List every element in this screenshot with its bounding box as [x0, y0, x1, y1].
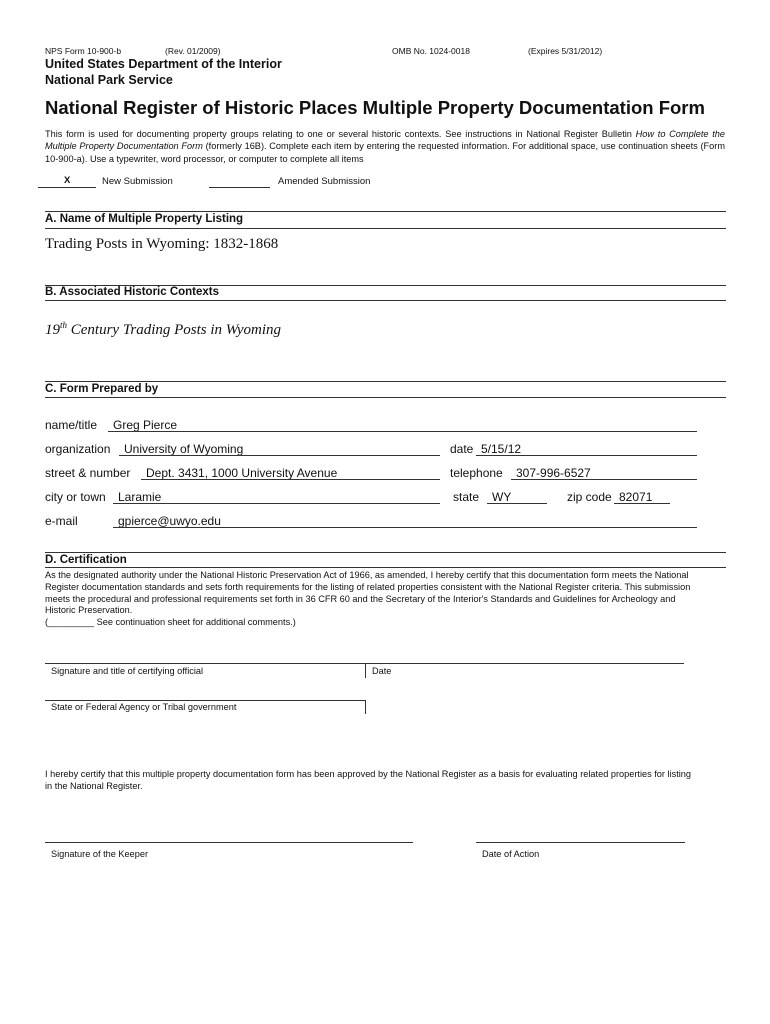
date-label: date [450, 442, 474, 456]
agency-divider [365, 700, 366, 714]
section-c-top-rule [45, 381, 726, 382]
certification-text: As the designated authority under the National Historic Preservation Act of 1966, as amended, I hereby certify that this documentation form meets the National Register documentation standards and sets forth requirements for the listing of related properties consistent with the National Register criteria. This submission meets the procedural and professional requirements set forth in 36 CFR 60 and the Secretary of the Interior's Standards and Guidelines for Archeology and Historic Preservation. [45, 570, 691, 616]
form-number: NPS Form 10-900-b [45, 46, 122, 56]
section-a-heading: A. Name of Multiple Property Listing [45, 213, 244, 225]
email-label: e-mail [45, 514, 78, 528]
section-b-heading: B. Associated Historic Contexts [45, 286, 220, 298]
name-title-label: name/title [45, 418, 98, 432]
state-label: state [453, 490, 480, 504]
date-of-action-label: Date of Action [482, 849, 540, 859]
organization-label: organization [45, 442, 111, 456]
state-field[interactable]: WY [492, 490, 512, 504]
street-label: street & number [45, 466, 131, 480]
department-name: United States Department of the Interior [45, 57, 282, 71]
city-line [113, 503, 440, 504]
form-instructions: This form is used for documenting property groups relating to one or several historic contexts. See instructions in National Register Bulletin How to Complete the Multiple Property Documentation Form (formerly 16B). Complete each item by entering the requested information. For additional space, use continuation sheets (Form 10-900-a). Use a typewriter, word processor, or computer to complete all items [45, 129, 725, 164]
new-submission-label: New Submission [102, 176, 173, 187]
new-submission-line [38, 187, 96, 188]
official-signature-label: Signature and title of certifying official [51, 666, 204, 676]
continuation-note[interactable]: (_________ See continuation sheet for additional comments.) [45, 617, 296, 627]
section-c-bottom-rule [45, 397, 726, 398]
section-d-bottom-rule [45, 567, 726, 568]
city-label: city or town [45, 490, 106, 504]
date-field[interactable]: 5/15/12 [481, 442, 522, 456]
zip-label: zip code [567, 490, 612, 504]
zip-field[interactable]: 82071 [619, 490, 653, 504]
service-name: National Park Service [45, 73, 173, 87]
historic-contexts-field[interactable]: 19th Century Trading Posts in Wyoming [45, 320, 282, 338]
multiple-property-name-field[interactable]: Trading Posts in Wyoming: 1832-1868 [45, 236, 279, 252]
email-field[interactable]: gpierce@uwyo.edu [118, 514, 221, 528]
agency-label: State or Federal Agency or Tribal government [51, 702, 237, 712]
keeper-certification-text: I hereby certify that this multiple property documentation form has been approved by the National Register as a basis for evaluating related properties for listing in the National Register. [45, 769, 692, 791]
signature-divider [365, 664, 366, 678]
zip-line [614, 503, 670, 504]
section-d-heading: D. Certification [45, 554, 127, 566]
keeper-signature-label: Signature of the Keeper [51, 849, 149, 859]
organization-line [119, 455, 440, 456]
form-title: National Register of Historic Places Multiple Property Documentation Form [45, 97, 705, 118]
section-b-bottom-rule [45, 300, 726, 301]
new-submission-mark[interactable]: X [64, 175, 71, 186]
name-title-line [108, 431, 697, 432]
telephone-label: telephone [450, 466, 503, 480]
signature-date-label: Date [372, 666, 392, 676]
street-line [141, 479, 440, 480]
keeper-signature-line [45, 842, 413, 843]
form-revision: (Rev. 01/2009) [165, 46, 221, 56]
state-line [487, 503, 547, 504]
city-field[interactable]: Laramie [118, 490, 162, 504]
section-a-top-rule [45, 211, 726, 212]
omb-number: OMB No. 1024-0018 [392, 46, 470, 56]
street-field[interactable]: Dept. 3431, 1000 University Avenue [146, 466, 338, 480]
agency-line [45, 700, 365, 701]
expiration-date: (Expires 5/31/2012) [528, 46, 603, 56]
section-c-heading: C. Form Prepared by [45, 383, 159, 395]
telephone-field[interactable]: 307-996-6527 [516, 466, 591, 480]
organization-field[interactable]: University of Wyoming [124, 442, 244, 456]
amended-submission-line[interactable] [209, 187, 270, 188]
amended-submission-label: Amended Submission [278, 176, 371, 187]
section-d-top-rule [45, 552, 726, 553]
telephone-line [511, 479, 697, 480]
section-a-bottom-rule [45, 228, 726, 229]
email-line [113, 527, 697, 528]
name-title-field[interactable]: Greg Pierce [113, 418, 178, 432]
date-line [476, 455, 697, 456]
date-of-action-line [476, 842, 685, 843]
